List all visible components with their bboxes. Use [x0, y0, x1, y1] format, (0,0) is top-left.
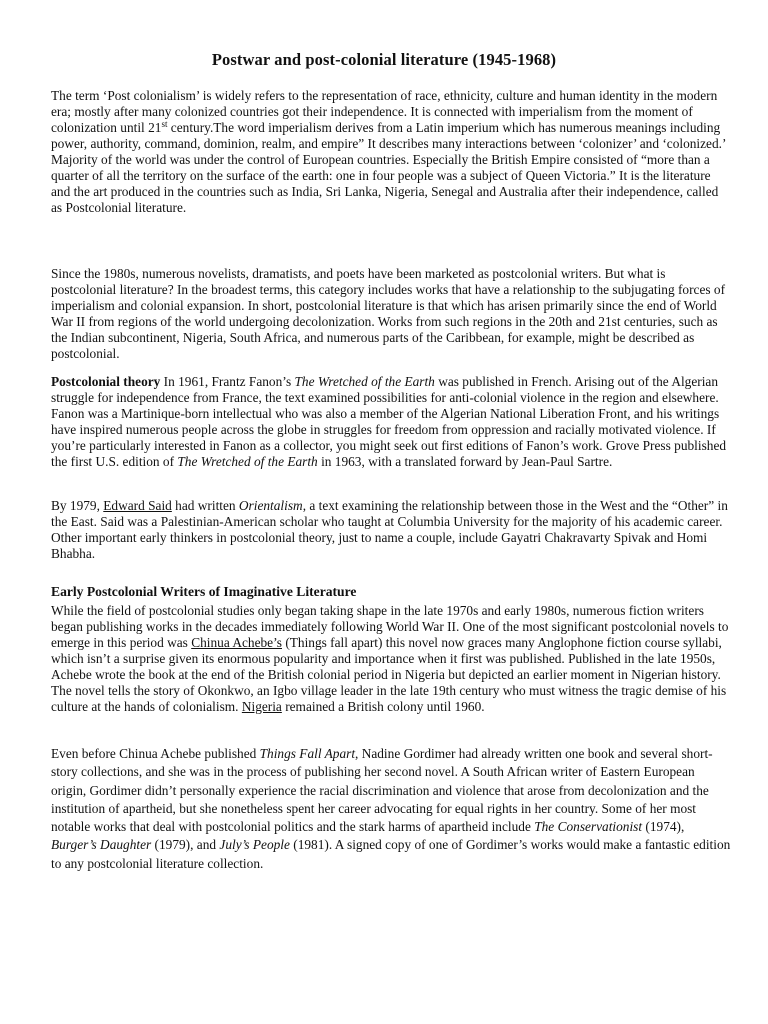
nigeria-link[interactable]: Nigeria — [241, 699, 282, 714]
text-span: , Nadine Gordimer had already written one book and several short-story collections, and she was in the process of publishing her second novel. A South African writer of Eastern European origin, Gordimer didn’t personally experience the racial discrimination and violence that arose from decolonization and the institution of apartheid, but she nonetheless spent her career advocating for equal rights in her country. Some of her most notable works that deal with postcolonial politics and the stark harms of apartheid include — [51, 746, 713, 835]
text-span: had written — [171, 498, 239, 513]
text-span: In 1961, Frantz Fanon’s — [160, 374, 295, 389]
book-title: Things Fall Apart — [259, 746, 356, 761]
text-span: century.The word imperialism derives from a Latin imperium which has numerous meanings including power, authority, command, dominion, realm, and empire” It describes many interactions between ‘colonizer’ and ‘colonized.’ Majority of the world was under the control of European countries. Especially the British Empire consisted of “more than a quarter of all the territory on the surface of the earth: one in four people was a subject of Queen Victoria.” It is the literature and the art produced in the countries such as India, Sri Lanka, Nigeria, Senegal and Australia after their independence, called as Postcolonial literature. — [51, 120, 726, 215]
text-span: (1979), and — [151, 837, 220, 853]
text-span: While the field of postcolonial studies only began taking shape in the late 1970s and early 1980s, numerous fiction writers began publishing works in the decades immediately following World War II. One of the most significant postcolonial novels to emerge in this period was — [51, 603, 729, 650]
paragraph-edward-said — [51, 498, 731, 562]
text-span: (1974), — [642, 819, 685, 835]
text-span: , a text examining the relationship between those in the West and the “Other” in the East. Said was a Palestinian-American scholar who taught at Columbia University for the majority of his academic career. Other important early thinkers in postcolonial theory, just to name a couple, include Gayatri Chakravarty Spivak and Homi Bhabha. — [51, 498, 728, 561]
page-title: Postwar and post-colonial literature (1945-1968) — [211, 50, 557, 69]
text-span: By 1979, — [51, 498, 104, 513]
edward-said-link[interactable]: Edward Said — [103, 498, 172, 513]
text-span: The term ‘Post colonialism’ is widely refers to the representation of race, ethnicity, culture and human identity in the modern era; mostly after many colonized countries got their independence. It is connected with imperialism from the moment of colonization until 21 — [51, 88, 718, 135]
paragraph-gordimer — [51, 745, 731, 873]
text-span: in 1963, with a translated forward by Jean-Paul Sartre. — [317, 454, 613, 469]
book-title: The Wretched of the Earth — [177, 454, 318, 469]
book-title: Burger’s Daughter — [51, 837, 152, 853]
text-span: (1981). A signed copy of one of Gordimer’s works would make a fantastic edition to any postcolonial literature collection. — [51, 837, 731, 871]
book-title: The Wretched of the Earth — [294, 374, 435, 389]
text-span: was published in French. Arising out of the Algerian struggle for independence from France, the text examined possibilities for anti-colonial violence in the region and elsewhere. Fanon was a Martinique-born intellectual who was also a member of the Algerian National Liberation Front, and his writings have inspired numerous people across the globe in struggles for freedom from oppression and racially motivated violence. If you’re particularly interested in Fanon as a collector, you might seek out first editions of Fanon’s work. Grove Press published the first U.S. edition of — [51, 374, 727, 469]
text-span: (Things fall apart) this novel now graces many Anglophone fiction course syllabi, which isn’t a surprise given its enormous popularity and importance when it first was published. Published in the late 1950s, Achebe wrote the book at the end of the British colonial period in Nigeria but depicted an earlier moment in Nigerian history. The novel tells the story of Okonkwo, an Igbo village leader in the late 19th century who must witness the tragic demise of his culture at the hands of colonialism. — [51, 635, 727, 714]
paragraph-postcolonial-theory — [51, 374, 731, 470]
paragraph-intro — [51, 88, 731, 216]
paragraph-postcolonial-definition — [51, 266, 731, 362]
book-title: July’s People — [219, 837, 290, 853]
section-heading: Early Postcolonial Writers of Imaginative Literature — [51, 584, 357, 599]
chinua-achebe-link[interactable]: Chinua Achebe’s — [191, 635, 282, 650]
inline-heading: Postcolonial theory — [51, 374, 161, 389]
paragraph-text: Since the 1980s, numerous novelists, dramatists, and poets have been marketed as postcolonial writers. But what is postcolonial literature? In the broadest terms, this category includes works that have a relationship to the subjugating forces of imperialism and colonial expansion. In short, postcolonial literature is that which has arisen primarily since the end of World War II from regions of the world undergoing decolonization. Works from such regions in the 20th and 21st centuries, such as the Indian subcontinent, Nigeria, South Africa, and numerous parts of the Caribbean, for example, might be described as postcolonial. — [51, 266, 726, 361]
paragraph-early-writers — [51, 603, 731, 715]
superscript: st — [161, 119, 168, 129]
text-span: Even before Chinua Achebe published — [51, 746, 260, 761]
book-title: Orientalism — [238, 498, 303, 513]
book-title: The Conservationist — [534, 819, 643, 835]
text-span: remained a British colony until 1960. — [281, 699, 485, 714]
